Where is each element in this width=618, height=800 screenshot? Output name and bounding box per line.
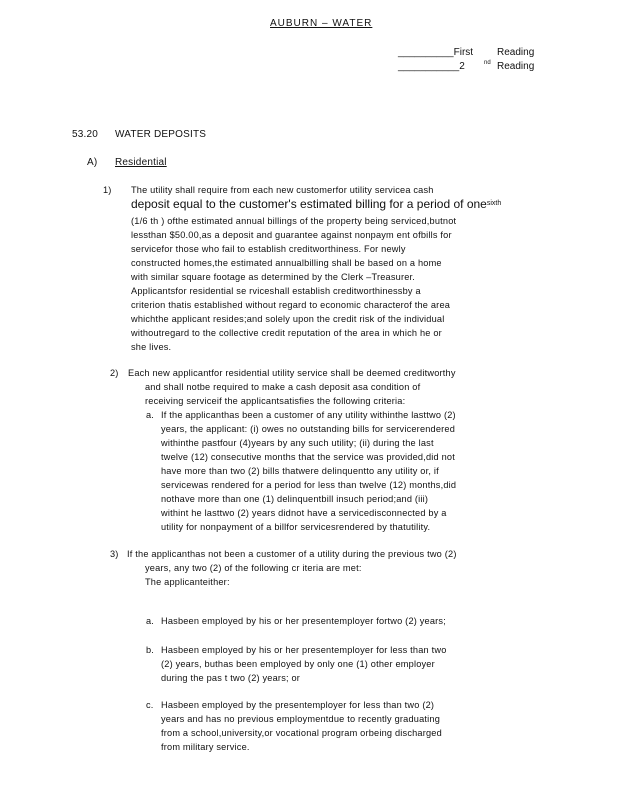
item-2-line: Each new applicantfor residential utility service shall be deemed creditworthy	[128, 368, 456, 378]
item-3c-line: years and has no previous employmentdue to recently graduating	[161, 714, 440, 724]
item-1-line: she lives.	[131, 342, 172, 352]
item-1-number: 1)	[103, 185, 112, 195]
item-3-line: The applicanteither:	[145, 577, 230, 587]
item-1-line	[131, 197, 501, 214]
item-3b-line: Hasbeen employed by his or her presentemployer for less than two	[161, 645, 447, 655]
first-reading-word: Reading	[497, 47, 535, 58]
item-1-line: with similar square footage as determined by the Clerk –Treasurer.	[131, 272, 416, 282]
item-2a-paragraph	[161, 408, 456, 534]
item-3-line: years, any two (2) of the following cr iteria are met:	[145, 563, 362, 573]
item-1-line: whichthe applicant resides;and solely upon the credit risk of the individual	[131, 314, 445, 324]
item-3a-label: a.	[146, 616, 155, 626]
item-1-line: withoutregard to the collective credit reputation of the area in which he or	[131, 328, 442, 338]
second-reading-number: 2	[459, 61, 465, 72]
item-2a-line: If the applicanthas been a customer of any utility withinthe lasttwo (2)	[161, 410, 456, 420]
item-2a-line: utility for nonpayment of a billfor servicesrendered by thatutility.	[161, 522, 431, 532]
item-2a-line: nothave more than one (1) delinquentbill insuch period;and (iii)	[161, 494, 429, 504]
item-3b-paragraph	[161, 643, 447, 685]
first-reading-label: First	[453, 47, 474, 58]
document-title: AUBURN – WATER	[270, 18, 373, 29]
item-3-line: If the applicanthas not been a customer of a utility during the previous two (2)	[127, 549, 457, 559]
subsection-label: A)	[87, 157, 98, 168]
second-reading-superscript: nd	[484, 60, 491, 66]
item-3-number: 3)	[110, 549, 119, 559]
item-2a-line: have more than two (2) bills thatwere delinquentto any utility or, if	[161, 466, 439, 476]
item-3a-paragraph	[161, 614, 446, 628]
item-1-line: lessthan $50.00,as a deposit and guarantee against nonpaym ent ofbills for	[131, 230, 452, 240]
item-3b-label: b.	[146, 645, 155, 655]
item-3b-line: during the pas t two (2) years; or	[161, 673, 301, 683]
second-reading-line	[398, 61, 465, 72]
item-2-number: 2)	[110, 368, 119, 378]
item-3c-line: from a school,university,or vocational program orbeing discharged	[161, 728, 442, 738]
item-3-intro	[127, 547, 457, 589]
item-2-line: and shall notbe required to make a cash deposit asa condition of	[145, 382, 421, 392]
second-reading-blank: ___________	[398, 61, 460, 72]
item-2a-line: withinthe pastfour (4)years by any such utility; (ii) during the last	[161, 438, 434, 448]
item-3c-line: from military service.	[161, 742, 250, 752]
first-reading-line	[398, 47, 473, 58]
item-1-line: constructed homes,the estimated annualbilling shall be based on a home	[131, 258, 442, 268]
item-2a-line: twelve (12) consecutive months that the service was provided,did not	[161, 452, 455, 462]
item-2a-line: withint he lasttwo (2) years didnot have a servicedisconnected by a	[161, 508, 447, 518]
item-1-line: servicefor those who fail to establish creditworthiness. For newly	[131, 244, 406, 254]
second-reading-word: Reading	[497, 61, 535, 72]
item-1-line-text: deposit equal to the customer's estimated billing for a period of one	[131, 197, 487, 211]
item-1-sixth-text: sixth	[486, 200, 502, 207]
item-2-line: receiving serviceif the applicantsatisfies the following criteria:	[145, 396, 406, 406]
item-3c-label: c.	[146, 700, 154, 710]
first-reading-blank: __________	[398, 47, 454, 58]
section-number: 53.20	[72, 129, 99, 140]
item-3c-line: Hasbeen employed by the presentemployer for less than two (2)	[161, 700, 435, 710]
item-3a-line: Hasbeen employed by his or her presentemployer fortwo (2) years;	[161, 616, 446, 626]
section-title: WATER DEPOSITS	[115, 129, 207, 140]
item-1-paragraph	[131, 183, 501, 354]
item-1-line: (1/6 th ) ofthe estimated annual billings of the property being serviced,butnot	[131, 216, 457, 226]
item-3c-paragraph	[161, 698, 442, 754]
item-1-line: criterion thatis established without regard to economic characterof the area	[131, 300, 451, 310]
item-1-line: The utility shall require from each new customerfor utility servicea cash	[131, 185, 434, 195]
item-2a-line: servicewas rendered for a period for less than twelve (12) months,did	[161, 480, 457, 490]
item-2-intro	[128, 366, 456, 408]
item-3b-line: (2) years, buthas been employed by only one (1) other employer	[161, 659, 435, 669]
item-1-line: Applicantsfor residential se rviceshall establish creditworthinessby a	[131, 286, 421, 296]
item-2a-line: years, the applicant: (i) owes no outstanding bills for servicerendered	[161, 424, 456, 434]
item-2a-label: a.	[146, 410, 155, 420]
subsection-title: Residential	[115, 157, 167, 168]
